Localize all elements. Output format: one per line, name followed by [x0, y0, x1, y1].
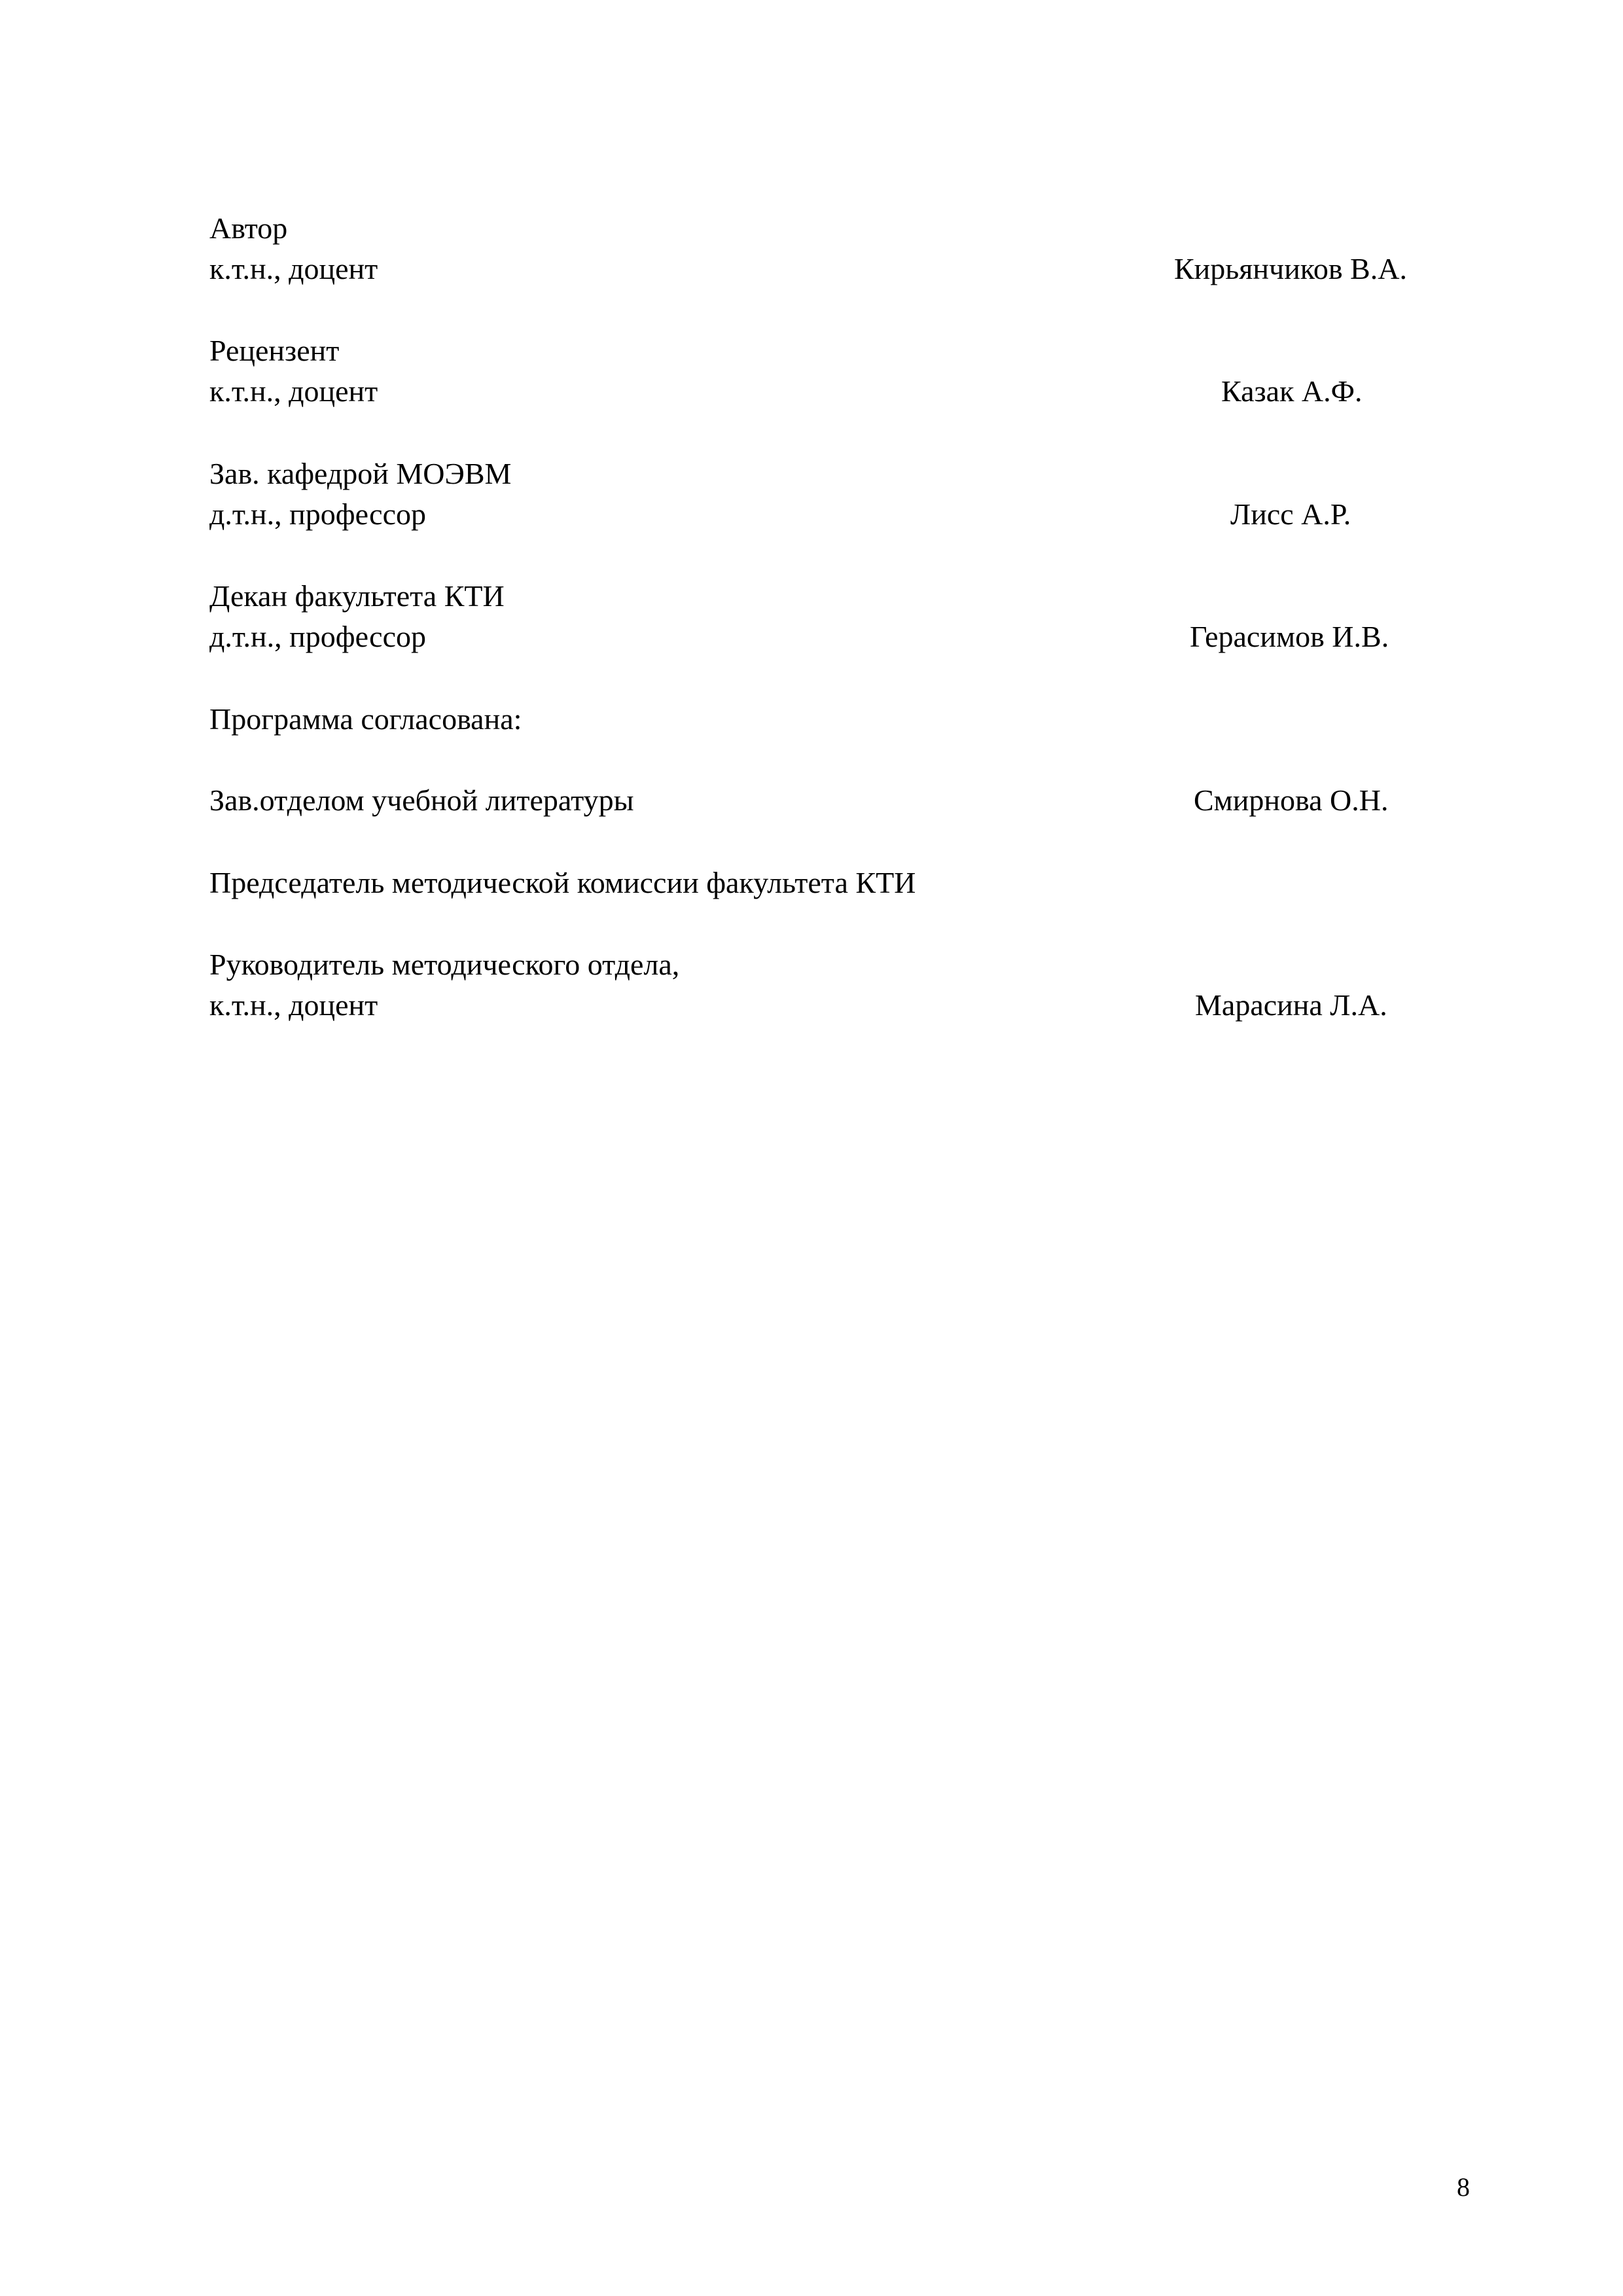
dean-title: д.т.н., профессор: [209, 620, 426, 653]
dean-name: Герасимов И.В.: [1190, 620, 1389, 653]
author-role: Автор: [209, 211, 288, 245]
methods-head-role: Руководитель методического отдела,: [209, 948, 680, 981]
literature-head-name: Смирнова О.Н.: [1194, 783, 1389, 817]
methods-head-name: Марасина Л.А.: [1195, 988, 1387, 1022]
department-head-role: Зав. кафедрой МОЭВМ: [209, 457, 512, 490]
reviewer-title: к.т.н., доцент: [209, 374, 378, 408]
commission-chair-role: Председатель методической комиссии факультета КТИ: [209, 866, 916, 899]
author-name: Кирьянчиков В.А.: [1174, 252, 1407, 285]
reviewer-role: Рецензент: [209, 334, 340, 367]
reviewer-name: Казак А.Ф.: [1221, 374, 1363, 408]
methods-head-title: к.т.н., доцент: [209, 988, 378, 1022]
page-number: 8: [1457, 2172, 1470, 2202]
literature-head-role: Зав.отделом учебной литературы: [209, 783, 634, 817]
dean-role: Декан факультета КТИ: [209, 579, 505, 613]
department-head-title: д.т.н., профессор: [209, 497, 426, 531]
author-title: к.т.н., доцент: [209, 252, 378, 285]
approved-header: Программа согласована:: [209, 702, 522, 736]
department-head-name: Лисс А.Р.: [1230, 497, 1351, 531]
